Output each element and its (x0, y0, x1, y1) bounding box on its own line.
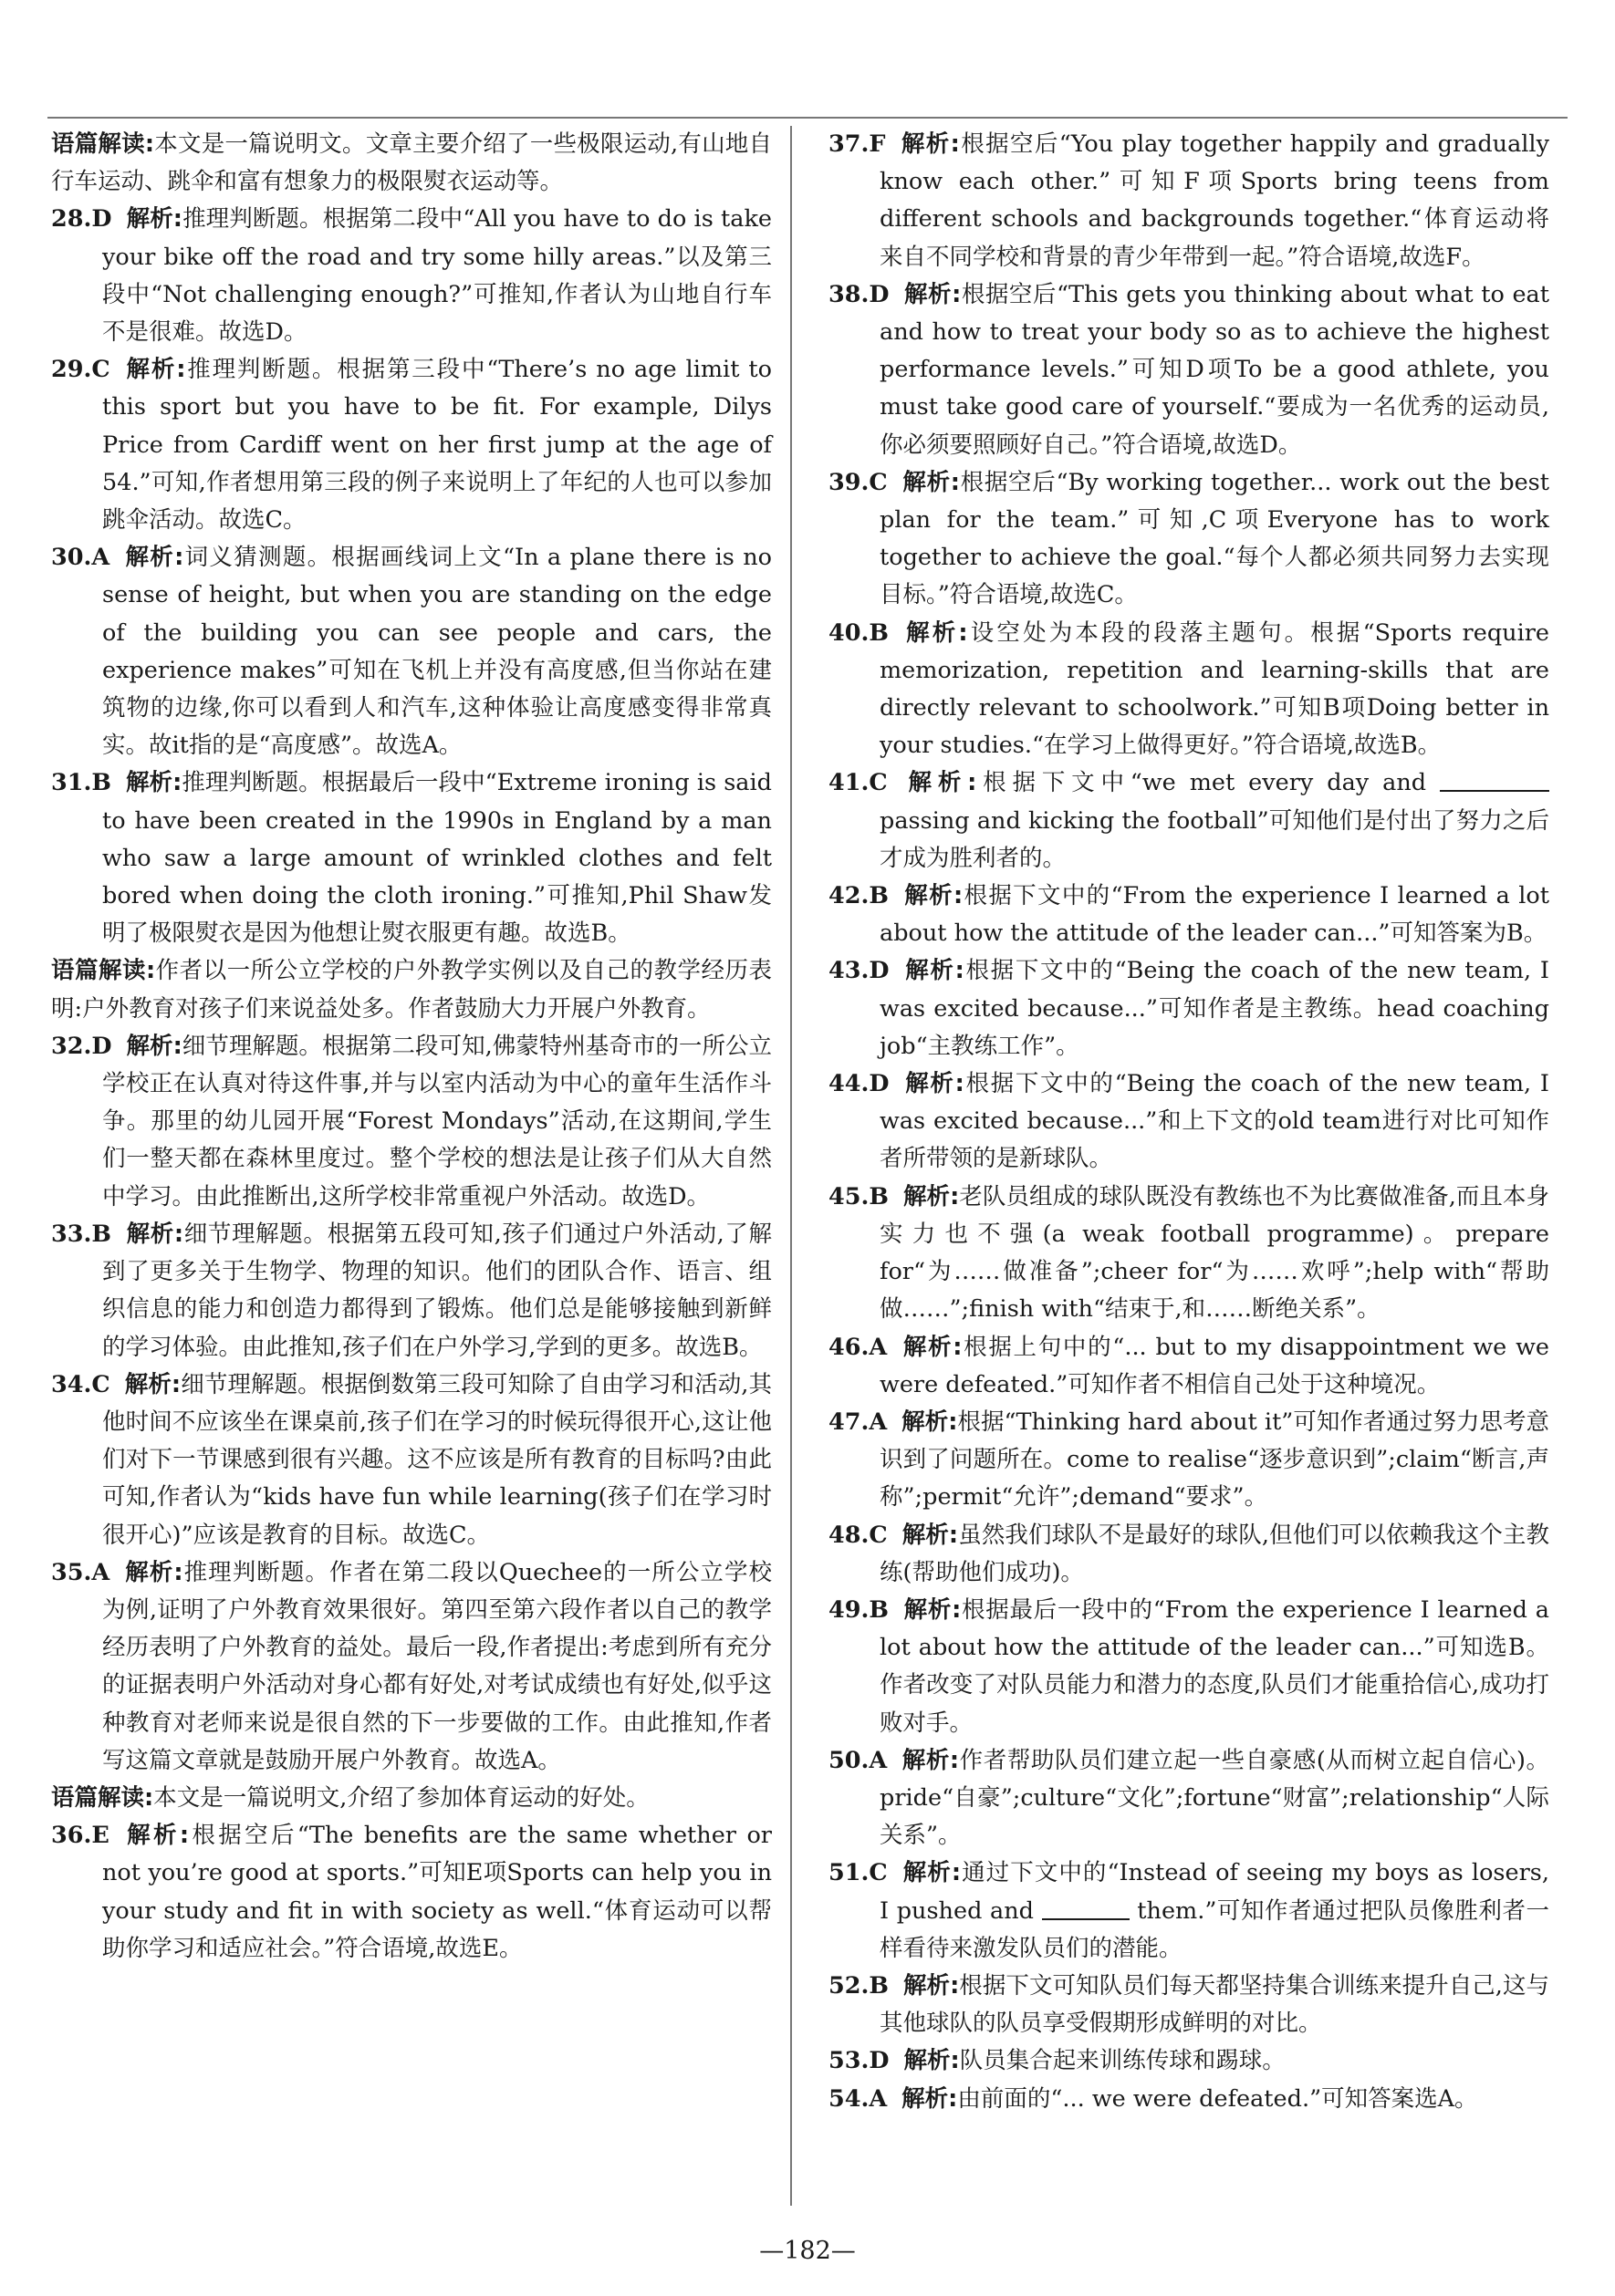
answer-item-35: 35.A 解析:推理判断题。作者在第二段以Quechee的一所公立学校为例,证明了户外教育效果很好。第四至第六段作者以自己的教学经历表明了户外教育的益处。最后一段,作者提出:考虑到所有充分的证据表明户外活动对身心都有好处,对考试成绩也有好处,似乎这种教育对老师来说是很自然的下一步要做的工作。由此推知,作者写这篇文章就是鼓励开展户外教育。故选A。 (51, 1558, 773, 1774)
answer-item-40: 40.B 解析:设空处为本段的段落主题句。根据“Sports require memorization, repetition and learning-skills that are directly relevant to schoolwork.”可知B项Doing better in your studies.“在学习上做得更好。”符合语境,故选B。 (828, 618, 1549, 760)
answer-item-37: 37.F 解析:根据空后“You play together happily and gradually know each other.”可知F项Sports bring teens from different schools and backgrounds together.“体育运动将来自不同学校和背景的青少年带到一起。”符合语境,故选F。 (828, 130, 1549, 271)
answer-item-42: 42.B 解析:根据下文中的“From the experience I learned a lot about how the attitude of the leader can...”可知答案为B。 (828, 882, 1549, 948)
passage-analysis-1: 语篇解读:本文是一篇说明文。文章主要介绍了一些极限运动,有山地自行车运动、跳伞和富有想象力的极限熨衣运动等。 (51, 130, 772, 196)
answer-item-54: 54.A 解析:由前面的“... we were defeated.”可知答案选A。 (828, 2084, 1478, 2113)
answer-item-49: 49.B 解析:根据最后一段中的“From the experience I learned a lot about how the attitude of the leader can...”可知选B。作者改变了对队员能力和潜力的态度,队员们才能重拾信心,成功打败对手。 (828, 1595, 1549, 1737)
answer-item-41: 41.C 解析:根据下文中“we met every day and passing and kicking the football”可知他们是付出了努力之后才成为胜利者的。 (828, 764, 1549, 878)
passage-analysis-3: 语篇解读:本文是一篇说明文,介绍了参加体育运动的好处。 (51, 1783, 650, 1812)
answer-blank (1440, 767, 1549, 793)
answer-item-44: 44.D 解析:根据下文中的“Being the coach of the new team, I was excited because...”和上下文的old team进行对比可知作者所带领的是新球队。 (828, 1070, 1549, 1173)
answer-item-47: 47.A 解析:根据“Thinking hard about it”可知作者通过努力思考意识到了问题所在。come to realise“逐步意识到”;claim“断言,声称”;permit“允许”;demand“要求”。 (828, 1408, 1549, 1512)
page-number: —182— (759, 2237, 856, 2265)
answer-item-31: 31.B 解析:推理判断题。根据最后一段中“Extreme ironing is said to have been created in the 1990s in England by a man who saw a large amount of wrinkled clothes and felt bored when doing the cloth ironing.”可推知,Phil Shaw发明了极限熨衣是因为他想让熨衣服更有趣。故选B。 (51, 769, 772, 948)
answer-item-32: 32.D 解析:细节理解题。根据第二段可知,佛蒙特州基奇市的一所公立学校正在认真对待这件事,并与以室内活动为中心的童年生活作斗争。那里的幼儿园开展“Forest Mondays”活动,在这期间,学生们一整天都在森林里度过。整个学校的想法是让孩子们从大自然中学习。由此推断出,这所学校非常重视户外活动。故选D。 (51, 1032, 773, 1210)
answer-item-52: 52.B 解析:根据下文可知队员们每天都坚持集合训练来提升自己,这与其他球队的队员享受假期形成鲜明的对比。 (828, 1971, 1549, 2038)
answer-item-30: 30.A 解析:词义猜测题。根据画线词上文“In a plane there is no sense of height, but when you are standing on the edge of the building you can see people and cars, the experience makes”可知在飞机上并没有高度感,但当你站在建筑物的边缘,你可以看到人和汽车,这种体验让高度感变得非常真实。故it指的是“高度感”。故选A。 (51, 544, 772, 760)
top-rule (47, 117, 1568, 119)
answer-item-28: 28.D 解析:推理判断题。根据第二段中“All you have to do is take your bike off the road and try some hilly areas.”以及第三段中“Not challenging enough?”可推知,作者认为山地自行车不是很难。故选D。 (51, 205, 772, 347)
answer-item-34: 34.C 解析:细节理解题。根据倒数第三段可知除了自由学习和活动,其他时间不应该坐在课桌前,孩子们在学习的时候玩得很开心,这让他们对下一节课感到很有兴趣。这不应该是所有教育的目标吗?由此可知,作者认为“kids have fun while learning(孩子们在学习时很开心)”应该是教育的目标。故选C。 (51, 1370, 773, 1549)
answer-item-39: 39.C 解析:根据空后“By working together... work out the best plan for the team.”可知,C项Everyone has to work together to achieve the goal.“每个人都必须共同努力去实现目标。”符合语境,故选C。 (828, 468, 1550, 609)
left-column (51, 126, 772, 1968)
answer-item-29: 29.C 解析:推理判断题。根据第三段中“There’s no age limit to this sport but you have to be fit. For example, Dilys Price from Cardiff went on her first jump at the age of 54.”可知,作者想用第三段的例子来说明上了年纪的人也可以参加跳伞活动。故选C。 (51, 356, 772, 535)
column-divider (790, 126, 792, 2206)
right-column (828, 126, 1549, 2118)
answer-item-50: 50.A 解析:作者帮助队员们建立起一些自豪感(从而树立起自信心)。pride“自豪”;culture“文化”;fortune“财富”;relationship“人际关系”。 (828, 1746, 1549, 1850)
answer-item-36: 36.E 解析:根据空后“The benefits are the same whether or not you’re good at sports.”可知E项Sports can help you in your study and fit in with society as well.“体育运动可以帮助你学习和适应社会。”符合语境,故选E。 (51, 1822, 772, 1962)
answer-item-38: 38.D 解析:根据空后“This gets you thinking about what to eat and how to treat your body so as to achieve the highest performance levels.”可知D项To be a good athlete, you must take good care of yourself.“要成为一名优秀的运动员,你必须要照顾好自己。”符合语境,故选D。 (828, 280, 1550, 459)
answer-item-53: 53.D 解析:队员集合起来训练传球和踢球。 (828, 2047, 1286, 2075)
answer-item-51: 51.C 解析:通过下文中的“Instead of seeing my boys as losers, I pushed and them.”可知作者通过把队员像胜利者一样看待来激发队员们的潜能。 (828, 1859, 1549, 1962)
answer-blank (1042, 1895, 1130, 1920)
answer-item-46: 46.A 解析:根据上句中的“... but to my disappointment we we were defeated.”可知作者不相信自己处于这种境况。 (828, 1333, 1549, 1398)
answer-item-33: 33.B 解析:细节理解题。根据第五段可知,孩子们通过户外活动,了解到了更多关于生物学、物理的知识。他们的团队合作、语言、组织信息的能力和创造力都得到了锻炼。他们总是能够接触到新鲜的学习体验。由此推知,孩子们在户外学习,学到的更多。故选B。 (51, 1220, 773, 1361)
answer-item-48: 48.C 解析:虽然我们球队不是最好的球队,但他们可以依赖我这个主教练(帮助他们成功)。 (828, 1521, 1550, 1586)
answer-item-45: 45.B 解析:老队员组成的球队既没有教练也不为比赛做准备,而且本身实力也不强(a weak football programme)。prepare for“为……做准备”;cheer for“为……欢呼”;help with“帮助做……”;finish with“结束于,和……断绝关系”。 (828, 1182, 1549, 1324)
passage-analysis-2: 语篇解读:作者以一所公立学校的户外教学实例以及自己的教学经历表明:户外教育对孩子们来说益处多。作者鼓励大力开展户外教育。 (51, 957, 772, 1023)
answer-item-43: 43.D 解析:根据下文中的“Being the coach of the new team, I was excited because...”可知作者是主教练。head coaching job“主教练工作”。 (828, 957, 1549, 1060)
